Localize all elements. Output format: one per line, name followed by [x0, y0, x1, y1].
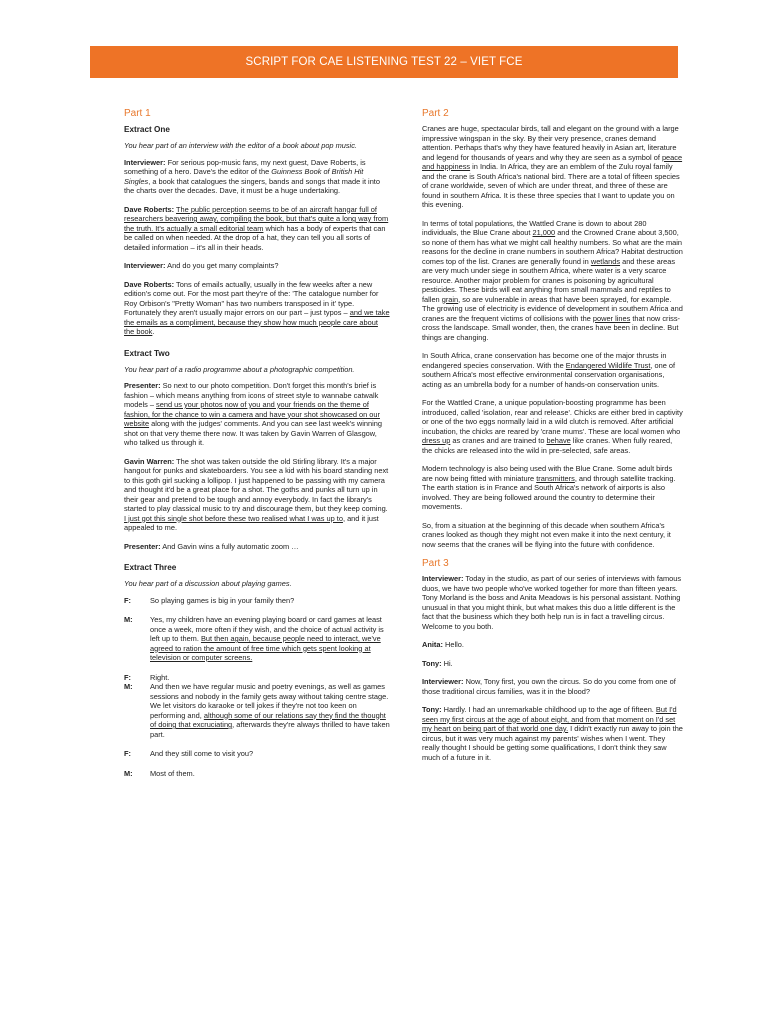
text-span: And Gavin wins a fully automatic zoom … [162, 541, 299, 551]
part2-paragraph [422, 124, 684, 210]
extract-three-intro: You hear part of a discussion about playing games. [124, 579, 292, 588]
underlined-answer: power lines [592, 313, 631, 323]
speaker-label: Interviewer: [124, 261, 166, 270]
text-span: , a book that catalogues the singers, bands and songs that made it into the charts over the decades. Dave, it must be a huge undertaking. [124, 176, 380, 195]
text-span: Cranes are huge, spectacular birds, tall and elegant on the ground with a large impressive wingspan in the sky. By their very presence, cranes demand attention. Perhaps that's why they have featured heavily in Asian art, literature and legend for thousands of years and why they are seen as a symbol of [422, 124, 679, 162]
extract-two-title: Extract Two [124, 348, 170, 358]
text-span: , so are vulnerable in areas that have been sprayed, for example. The growing use of electricity is evidence of development in southern Africa and cranes are the frequent victims of collisions with the [422, 294, 683, 323]
document-title-banner [90, 46, 678, 78]
text-span: in India. In Africa, they are an emblem of the Zulu royal family and the crane is South Africa's national bird. There are a total of fifteen species of crane worldwide, seven of which are under threat, and three of these are found in southern Africa. It is these three species that I want to update you on this evening. [422, 162, 680, 209]
text-span: And do you get many complaints? [167, 261, 279, 270]
text-span: that now criss-cross the landscape. Small wonder, then, the cranes have been in decline. But things are changing. [422, 313, 680, 342]
dialogue-line [124, 769, 390, 779]
extract-one-paragraph [124, 261, 390, 271]
part1-heading: Part 1 [124, 108, 151, 119]
underlined-answer: wetlands [590, 256, 621, 266]
text-span: The shot was taken outside the old Stirling library. It's a major hangout for punks and skateboarders. You see a kid with his board standing next to this goth girl sucking a lollipop. I just happened to be passing with my camera and thought it'd be a great place for a shot. The goths and punks all turn up in their gear and pretend to be tough and annoy everybody. In fact the library's started to play classical music to try and discourage them, but they keep coming. [124, 456, 389, 513]
book-title: Guinness Book of British Hit Singles [124, 167, 364, 186]
underlined-answer: I just got this single shot before these two realised what I was up to [124, 513, 343, 523]
text-span: Now, Tony first, you own the circus. So do you come from one of those traditional circus families, was it in the blood? [422, 677, 676, 696]
part2-heading: Part 2 [422, 108, 449, 119]
speaker-label: Tony: [422, 658, 442, 668]
speaker-label: M: [124, 768, 133, 778]
speaker-label: Presenter: [124, 381, 161, 390]
extract-two-paragraph [124, 542, 390, 552]
dialogue-line [124, 673, 390, 683]
extract-one-intro: You hear part of an interview with the editor of a book about pop music. [124, 141, 357, 150]
extract-one-paragraph [124, 205, 390, 253]
underlined-answer: dress up [422, 436, 451, 445]
speaker-label: Anita: [422, 640, 443, 649]
underlined-answer: Endangered Wildlife Trust [565, 360, 651, 370]
underlined-answer: although some of our relations say they find the thought of doing that excruciating [150, 710, 386, 729]
text-span: And then we have regular music and poetry evenings, as well as games sessions and nobody in the family gets away without taking centre stage. We let visitors do karaoke or tell jokes if they're not too keen on performing and, [150, 682, 389, 720]
part3-paragraph [422, 659, 684, 669]
text-span: In terms of total populations, the Wattled Crane is down to about 280 individuals, the Blue Crane about [422, 218, 647, 237]
text-span: In South Africa, crane conservation has become one of the major thrusts in endangered species conservation. With the [422, 351, 667, 370]
speaker-label: Dave Roberts: [124, 279, 175, 289]
text-span: and the Crowned Crane about 3,500, so none of them has what we might call healthy numbers. So what are the main reasons for the decline in crane numbers in southern Africa? Habitat destruction comes top of the list. Cranes are generally found in [422, 228, 683, 266]
part2-paragraph [422, 351, 684, 389]
text-span: , and it just appealed to me. [124, 513, 379, 532]
text-span: and these areas are very much under siege in southern Africa, where water is a very scarce resource. Another major problem for cranes is poisoning by agricultural pesticides. These birds will eat anything from small mammals and reptiles to fallen [422, 256, 676, 304]
text-span: , and through satellite tracking. The earth station is in France and South Africa's network of airports is also involved. They are being followed around the country to determine their movements. [422, 473, 676, 511]
part3-heading: Part 3 [422, 558, 449, 569]
dialogue-line [124, 682, 390, 739]
text-span: which has a body of experts that can be called on when needed. At the drop of a hat, they can tell you all sorts of detailed information – it's all in their heads. [124, 223, 386, 252]
part3-paragraph [422, 640, 684, 650]
dialogue-text: Most of them. [150, 768, 195, 778]
dialogue-text: And they still come to visit you? [150, 749, 254, 758]
text-span: Tons of emails actually, usually in the few weeks after a new edition's come out. For the most part they're of the: 'The catalogue number for Roy Orbison's "Pretty Woman" has two numbers transposed in it' type. Fortunately they aren't usually major errors on our part – just typos – [124, 279, 379, 317]
underlined-answer: But I'd seen my first circus at the age of about eight, and from that moment on I'd set my heart on being part of that world one day. [422, 705, 677, 733]
text-span: , one of southern Africa's most effective environmental conservation organisations, acting as an umbrella body for a number of hands-on conservation units. [422, 360, 676, 389]
part2-paragraph [422, 464, 684, 512]
part2-paragraph: So, from a situation at the beginning of this decade when southern Africa's cranes looked as though they might not even make it into the next century, it now seems that the cranes will be flying into the future with confidence. [422, 520, 671, 549]
dialogue-text [150, 615, 390, 663]
part3-paragraph [422, 574, 684, 631]
underlined-answer: send us your photos now of you and your friends on the theme of fashion, for the chance to win a camera and have your shot showcased on our website [124, 400, 380, 428]
speaker-label: Gavin Warren: [124, 456, 175, 466]
part2-paragraph [422, 219, 684, 343]
underlined-answer: behave [546, 436, 571, 445]
text-span: Modern technology is also being used with the Blue Crane. Some adult birds are now being fitted with miniature [422, 464, 673, 483]
text-span: Hardly. I had an unremarkable childhood up to the age of fifteen. [443, 705, 656, 714]
document-title: SCRIPT FOR CAE LISTENING TEST 22 – VIET FCE [245, 56, 523, 68]
text-span: like cranes. When fully reared, the chicks are released into the wild in pre-selected, safe areas. [422, 436, 673, 455]
extract-one-paragraph [124, 158, 390, 196]
underlined-answer: grain [441, 294, 459, 304]
speaker-label: F: [124, 672, 131, 682]
dialogue-line [124, 749, 390, 759]
text-span: For serious pop-music fans, my next guest, Dave Roberts, is something of a hero. Dave's the editor of the [124, 157, 366, 176]
speaker-label: F: [124, 749, 131, 758]
left-column [124, 108, 390, 788]
speaker-label: Interviewer: [124, 157, 166, 167]
part3-paragraph [422, 677, 684, 696]
text-span: , afterwards they're always thrilled to have taken part. [150, 720, 390, 739]
speaker-label: M: [124, 682, 133, 691]
text-span: Hello. [445, 640, 464, 649]
underlined-answer: and we take the emails as a compliment, because they show how much people care about the book [124, 308, 390, 336]
underlined-answer: The public perception seems to be of an aircraft hangar full of researchers beavering away, compiling the book, but that's quite a long way from the truth. It's actually a small editorial team [124, 204, 389, 233]
underlined-answer: peace and happiness [422, 152, 683, 171]
speaker-label: Dave Roberts: [124, 204, 175, 214]
extract-three-title: Extract Three [124, 563, 177, 572]
speaker-label: Tony: [422, 705, 442, 714]
text-span: . [152, 327, 155, 336]
text-span: For the Wattled Crane, a unique population-boosting programme has been introduced, called 'isolation, rear and release'. Chicks are either bred in captivity or one of the two eggs normally laid in a wild clutch is removed. After artificial incubation, the chicks are reared by 'crane mums'. These are local women who [422, 398, 683, 436]
speaker-label: Interviewer: [422, 677, 464, 686]
extract-two-paragraph [124, 381, 390, 448]
speaker-label: Presenter: [124, 541, 161, 551]
extract-one-paragraph [124, 280, 390, 337]
part2-paragraph [422, 398, 684, 455]
speaker-label: Interviewer: [422, 574, 464, 583]
text-span: Yes, my children have an evening playing board or card games at least once a week, more often if they wish, and the choice of actual activity is left up to them. [150, 615, 384, 643]
dialogue-text: So playing games is big in your family then? [150, 595, 295, 605]
text-span: Hi. [443, 658, 453, 668]
text-span: as cranes and are trained to [450, 436, 547, 445]
extract-two-intro: You hear part of a radio programme about a photographic competition. [124, 364, 355, 374]
dialogue-text: Right. [150, 672, 170, 682]
dialogue-text [150, 682, 390, 739]
right-column [422, 108, 684, 771]
text-span: I didn't exactly run away to join the circus, but it was very much against my parents' wishes when I went. They really thought I should be getting some qualifications, I don't think they saw much of a future in it. [422, 724, 683, 762]
dialogue-line [124, 615, 390, 663]
text-span: So next to our photo competition. Don't forget this month's brief is fashion – which means anything from icons of street style to wannabe catwalk models – [124, 381, 379, 409]
underlined-answer: But then again, because people need to interact, we've agreed to ration the amount of free time which gets spent looking at television or computer screens. [150, 634, 381, 662]
speaker-label: M: [124, 615, 133, 624]
text-span: along with the judges' comments. And you can see last week's winning shot on that very theme there now. It was taken by Gavin Warren of Glasgow, who talked us through it. [124, 419, 382, 447]
part3-paragraph [422, 705, 684, 762]
underlined-answer: 21,000 [532, 228, 556, 237]
extract-two-paragraph [124, 457, 390, 533]
underlined-answer: transmitters [536, 473, 575, 483]
extract-one-title: Extract One [124, 125, 170, 134]
text-span: Today in the studio, as part of our series of interviews with famous duos, we have two people who've worked together for more than fifteen years. Tony Morland is the boss and Anita Meadows is his personal assistant. Nothing unusual in that you might think, but what makes this duo a little different is the fact that the business which they both help run is in fact a travelling circus. Welcome to you both. [422, 574, 682, 631]
dialogue-line [124, 596, 390, 606]
speaker-label: F: [124, 595, 131, 605]
